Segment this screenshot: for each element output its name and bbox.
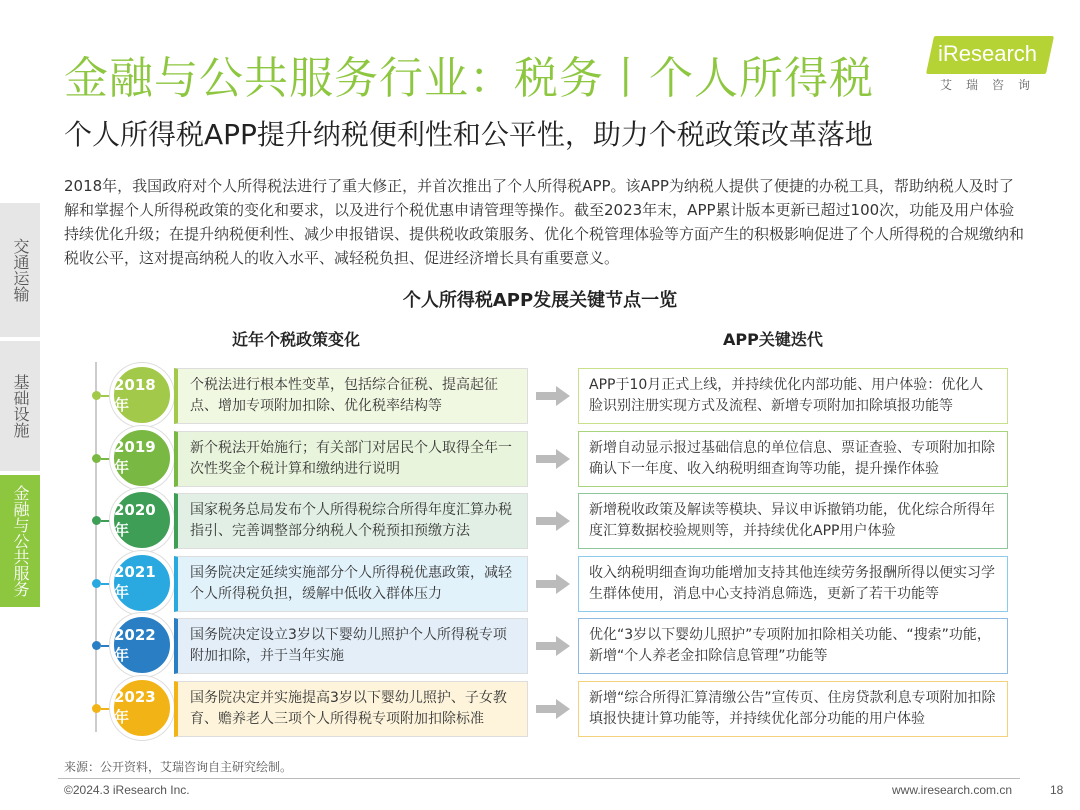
side-tab-finance[interactable]: 金融与公共服务 [0,475,40,607]
copyright: ©2024.3 iResearch Inc. [64,783,190,797]
intro-paragraph: 2018年，我国政府对个人所得税法进行了重大修正，并首次推出了个人所得税APP。该APP为纳税人提供了便捷的办税工具，帮助纳税人及时了解和掌握个人所得税政策的变化和要求，以及进行个税优惠申请管理等操作。截至2023年末，APP累计版本更新已超过100次，功能及用户体验持续优化升级；在提升纳税便利性、减少申报错误、提供税收政策服务、优化个税管理体验等方面产生的积极影响促进了个人所得税的合规缴纳和税收公平，这对提高纳税人的收入水平、减轻税负担、促进经济增长具有重要意义。 [64,177,1025,267]
year-badge: 2018年 [110,363,174,427]
footer-divider [58,778,1020,779]
side-tab-infrastructure[interactable]: 基础设施 [0,341,40,471]
timeline-dot [92,641,101,650]
app-iteration-box: 新增税收政策及解读等模块、异议申诉撤销功能，优化综合所得年度汇算数据校验规则等，并持续优化APP用户体验 [578,493,1008,549]
timeline-row [92,556,1022,612]
year-badge: 2020年 [110,488,174,552]
timeline-dot [92,704,101,713]
app-column-header: APP关键迭代 [723,330,823,349]
arrow-right-icon [536,511,570,531]
policy-box: 国家税务总局发布个人所得税综合所得年度汇算办税指引、完善调整部分纳税人个税预扣预缴方法 [174,493,528,549]
page-number: 18 [1050,783,1064,797]
side-tabs [0,203,40,611]
app-iteration-box: 收入纳税明细查询功能增加支持其他连续劳务报酬所得以便实习学生群体使用，消息中心支持消息筛选，更新了若干功能等 [578,556,1008,612]
policy-box: 国务院决定并实施提高3岁以下婴幼儿照护、子女教育、赡养老人三项个人所得税专项附加扣除标准 [174,681,528,737]
source-note: 来源：公开资料，艾瑞咨询自主研究绘制。 [64,760,293,774]
side-tab-transport[interactable]: 交通运输 [0,203,40,337]
app-iteration-box: 新增“综合所得汇算清缴公告”宣传页、住房贷款利息专项附加扣除填报快捷计算功能等，并持续优化部分功能的用户体验 [578,681,1008,737]
timeline-dot [92,516,101,525]
timeline-dot [92,391,101,400]
timeline-dot [92,454,101,463]
website-url: www.iresearch.com.cn [892,783,1013,797]
year-badge: 2023年 [110,676,174,740]
arrow-right-icon [536,574,570,594]
page-subtitle: 个人所得税APP提升纳税便利性和公平性，助力个税政策改革落地 [64,118,873,151]
page-title: 金融与公共服务行业：税务丨个人所得税 [64,53,874,104]
year-badge: 2021年 [110,551,174,615]
policy-box: 国务院决定延续实施部分个人所得税优惠政策，减轻个人所得税负担，缓解中低收入群体压力 [174,556,528,612]
timeline-row [92,618,1022,674]
app-iteration-box: APP于10月正式上线，并持续优化内部功能、用户体验：优化人脸识别注册实现方式及流程、新增专项附加扣除填报功能等 [578,368,1008,424]
arrow-right-icon [536,386,570,406]
arrow-right-icon [536,449,570,469]
timeline-dot [92,579,101,588]
iresearch-logo [930,36,1050,94]
timeline-row [92,368,1022,424]
policy-box: 新个税法开始施行；有关部门对居民个人取得全年一次性奖金个税计算和缴纳进行说明 [174,431,528,487]
app-iteration-box: 新增自动显示报过基础信息的单位信息、票证查验、专项附加扣除确认下一年度、收入纳税明细查询等功能，提升操作体验 [578,431,1008,487]
policy-column-header: 近年个税政策变化 [232,330,361,349]
year-badge: 2022年 [110,613,174,677]
app-iteration-box: 优化“3岁以下婴幼儿照护”专项附加扣除相关功能、“搜索”功能，新增“个人养老金扣除信息管理”功能等 [578,618,1008,674]
arrow-right-icon [536,636,570,656]
logo-text: iResearch [938,41,1038,66]
timeline-row [92,493,1022,549]
diagram-title: 个人所得税APP发展关键节点一览 [402,290,678,311]
arrow-right-icon [536,699,570,719]
policy-box: 个税法进行根本性变革，包括综合征税、提高起征点、增加专项附加扣除、优化税率结构等 [174,368,528,424]
policy-box: 国务院决定设立3岁以下婴幼儿照护个人所得税专项附加扣除，并于当年实施 [174,618,528,674]
logo-subtext: 艾瑞咨询 [940,78,1045,92]
year-badge: 2019年 [110,426,174,490]
timeline-row [92,681,1022,737]
timeline-row [92,431,1022,487]
